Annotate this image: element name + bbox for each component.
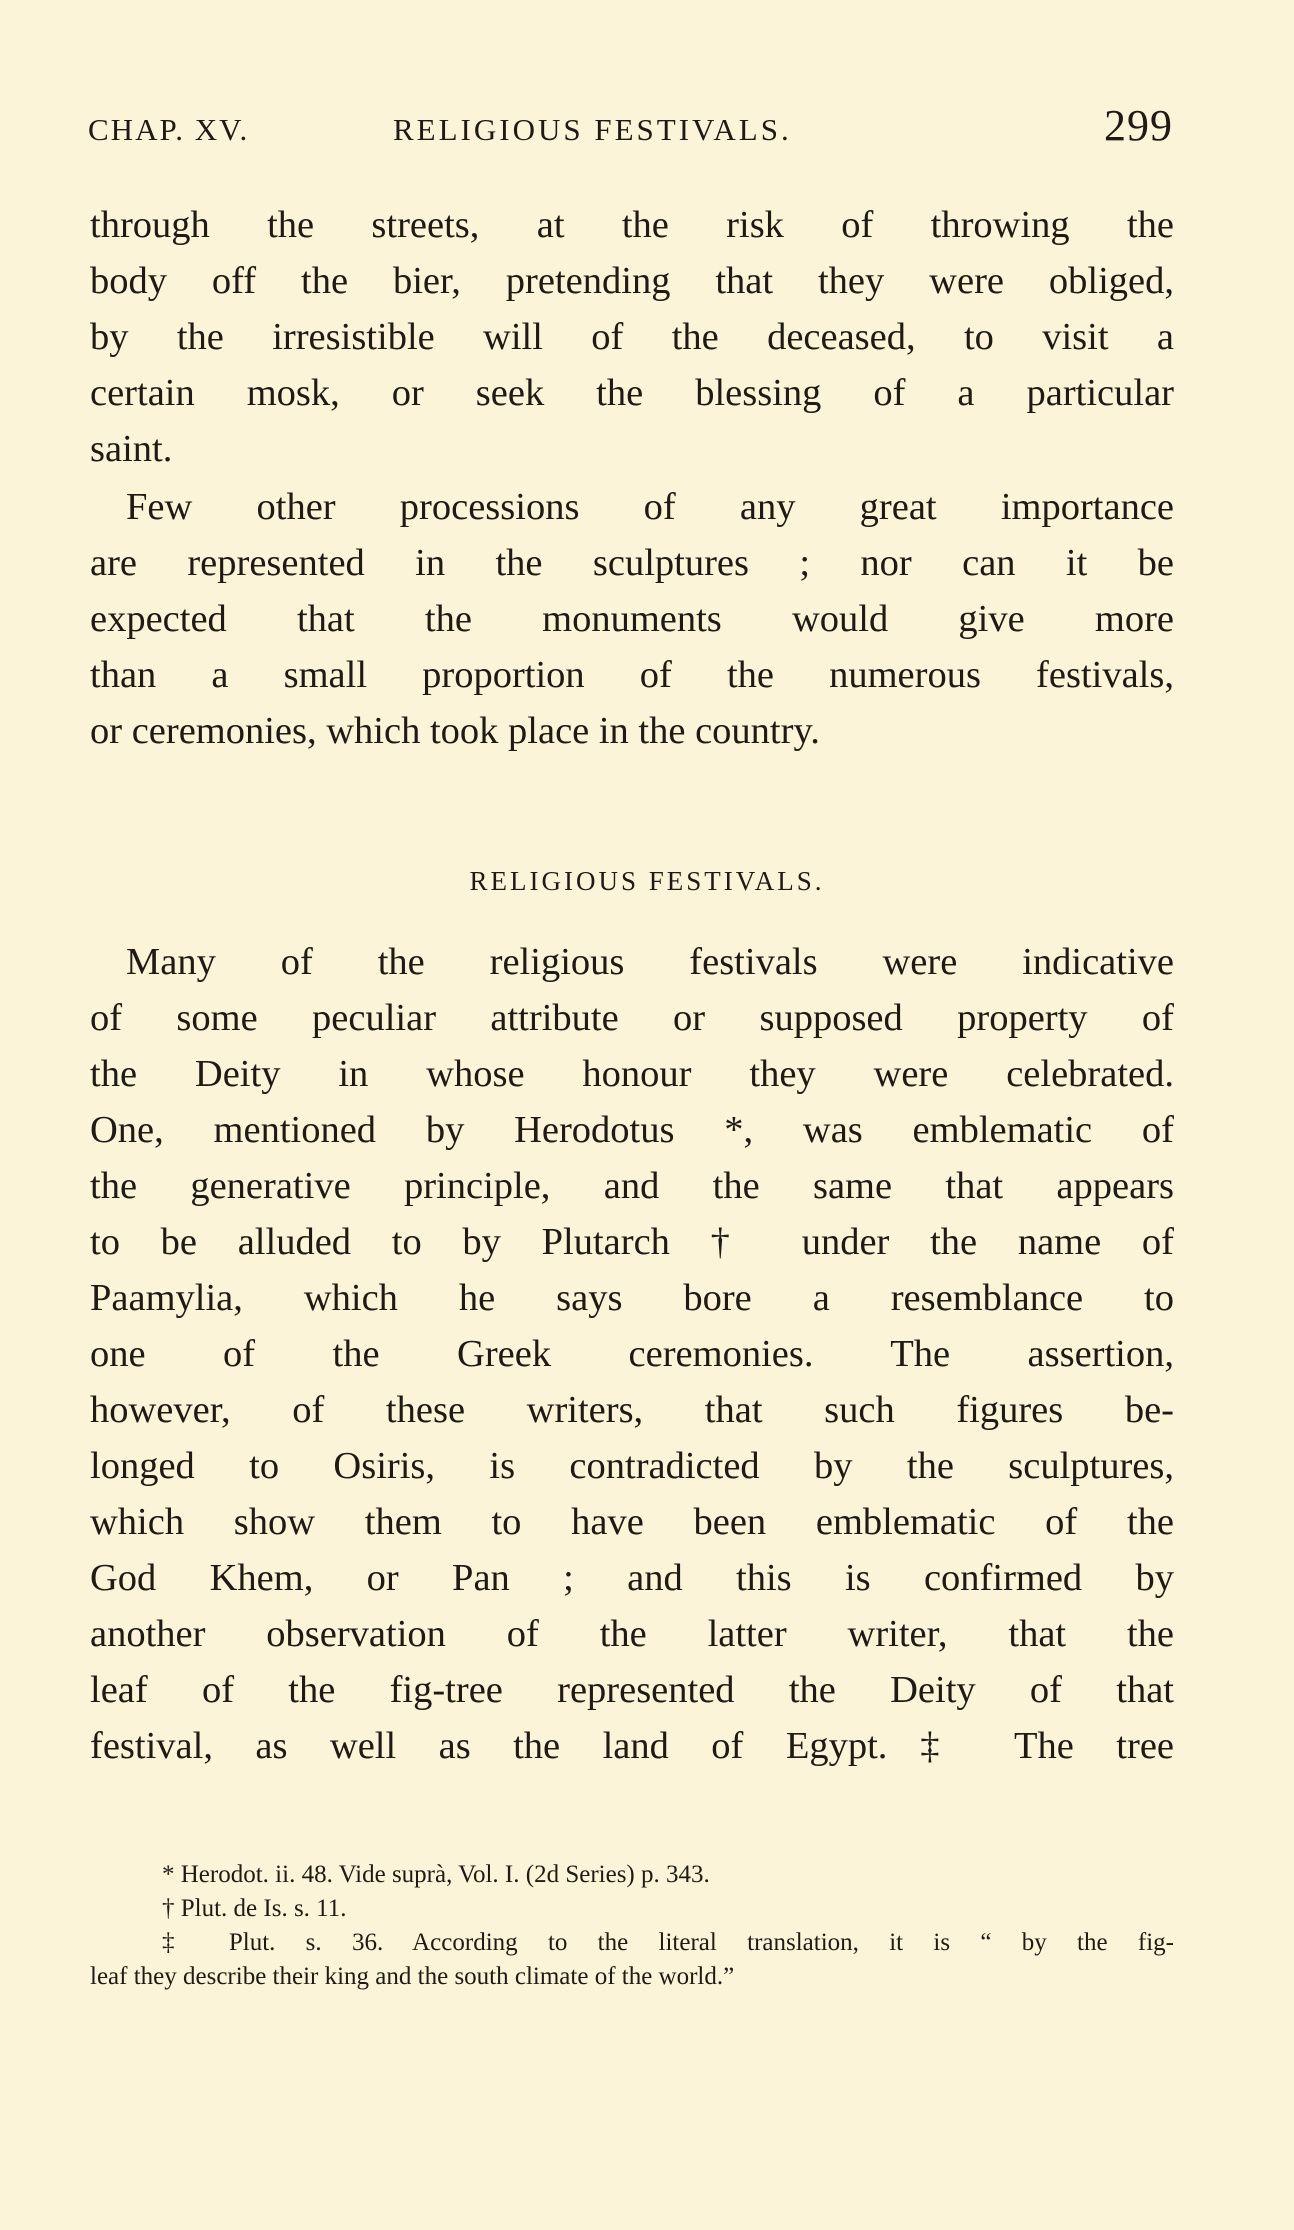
footnote-continuation: leaf they describe their king and the south climate of the world.” xyxy=(90,1963,735,1990)
text-line: Few other processions of any great importance xyxy=(126,486,1174,528)
text-line: the generative principle, and the same that appears xyxy=(90,1165,1174,1207)
text-line: saint. xyxy=(90,428,173,470)
paragraph-festivals xyxy=(90,934,1174,1774)
page-number: 299 xyxy=(1104,101,1173,150)
text-line: one of the Greek ceremonies. The assertion, xyxy=(90,1333,1174,1375)
footnote: † Plut. de Is. s. 11. xyxy=(162,1895,347,1922)
footnote: * Herodot. ii. 48. Vide suprà, Vol. I. (2d Series) p. 343. xyxy=(162,1861,710,1888)
running-head xyxy=(88,100,1173,160)
text-line: festival, as well as the land of Egypt.‡ The tree xyxy=(90,1725,1174,1767)
text-line: body off the bier, pretending that they were obliged, xyxy=(90,260,1174,302)
text-line: which show them to have been emblematic of the xyxy=(90,1501,1174,1543)
footnote: ‡ Plut. s. 36. According to the literal translation, it is “ by the fig- xyxy=(162,1929,1174,1956)
text-line: the Deity in whose honour they were celebrated. xyxy=(90,1053,1174,1095)
text-line: expected that the monuments would give more xyxy=(90,598,1174,640)
text-line: or ceremonies, which took place in the country. xyxy=(90,710,820,752)
text-line: Paamylia, which he says bore a resemblance to xyxy=(90,1277,1174,1319)
text-line: of some peculiar attribute or supposed property of xyxy=(90,997,1174,1039)
text-line: longed to Osiris, is contradicted by the sculptures, xyxy=(90,1445,1174,1487)
paragraph-processions xyxy=(90,479,1174,759)
text-line: than a small proportion of the numerous festivals, xyxy=(90,654,1174,696)
chapter-label: CHAP. XV. xyxy=(88,112,250,147)
text-line: another observation of the latter writer, that the xyxy=(90,1613,1174,1655)
running-title: RELIGIOUS FESTIVALS. xyxy=(393,112,792,147)
text-line: by the irresistible will of the deceased, to visit a xyxy=(90,316,1174,358)
text-line: One, mentioned by Herodotus *, was emblematic of xyxy=(90,1109,1174,1151)
paragraph-continued xyxy=(90,197,1174,477)
text-line: to be alluded to by Plutarch † under the name of xyxy=(90,1221,1174,1263)
section-heading: RELIGIOUS FESTIVALS. xyxy=(469,866,825,896)
text-line: certain mosk, or seek the blessing of a particular xyxy=(90,372,1174,414)
text-line: leaf of the fig-tree represented the Deity of that xyxy=(90,1669,1174,1711)
text-line: however, of these writers, that such figures be- xyxy=(90,1389,1174,1431)
text-line: through the streets, at the risk of throwing the xyxy=(90,204,1174,246)
text-line: God Khem, or Pan ; and this is confirmed by xyxy=(90,1557,1174,1599)
text-line: are represented in the sculptures ; nor can it be xyxy=(90,542,1174,584)
text-line: Many of the religious festivals were indicative xyxy=(126,941,1174,983)
footnotes xyxy=(90,1858,1174,1994)
